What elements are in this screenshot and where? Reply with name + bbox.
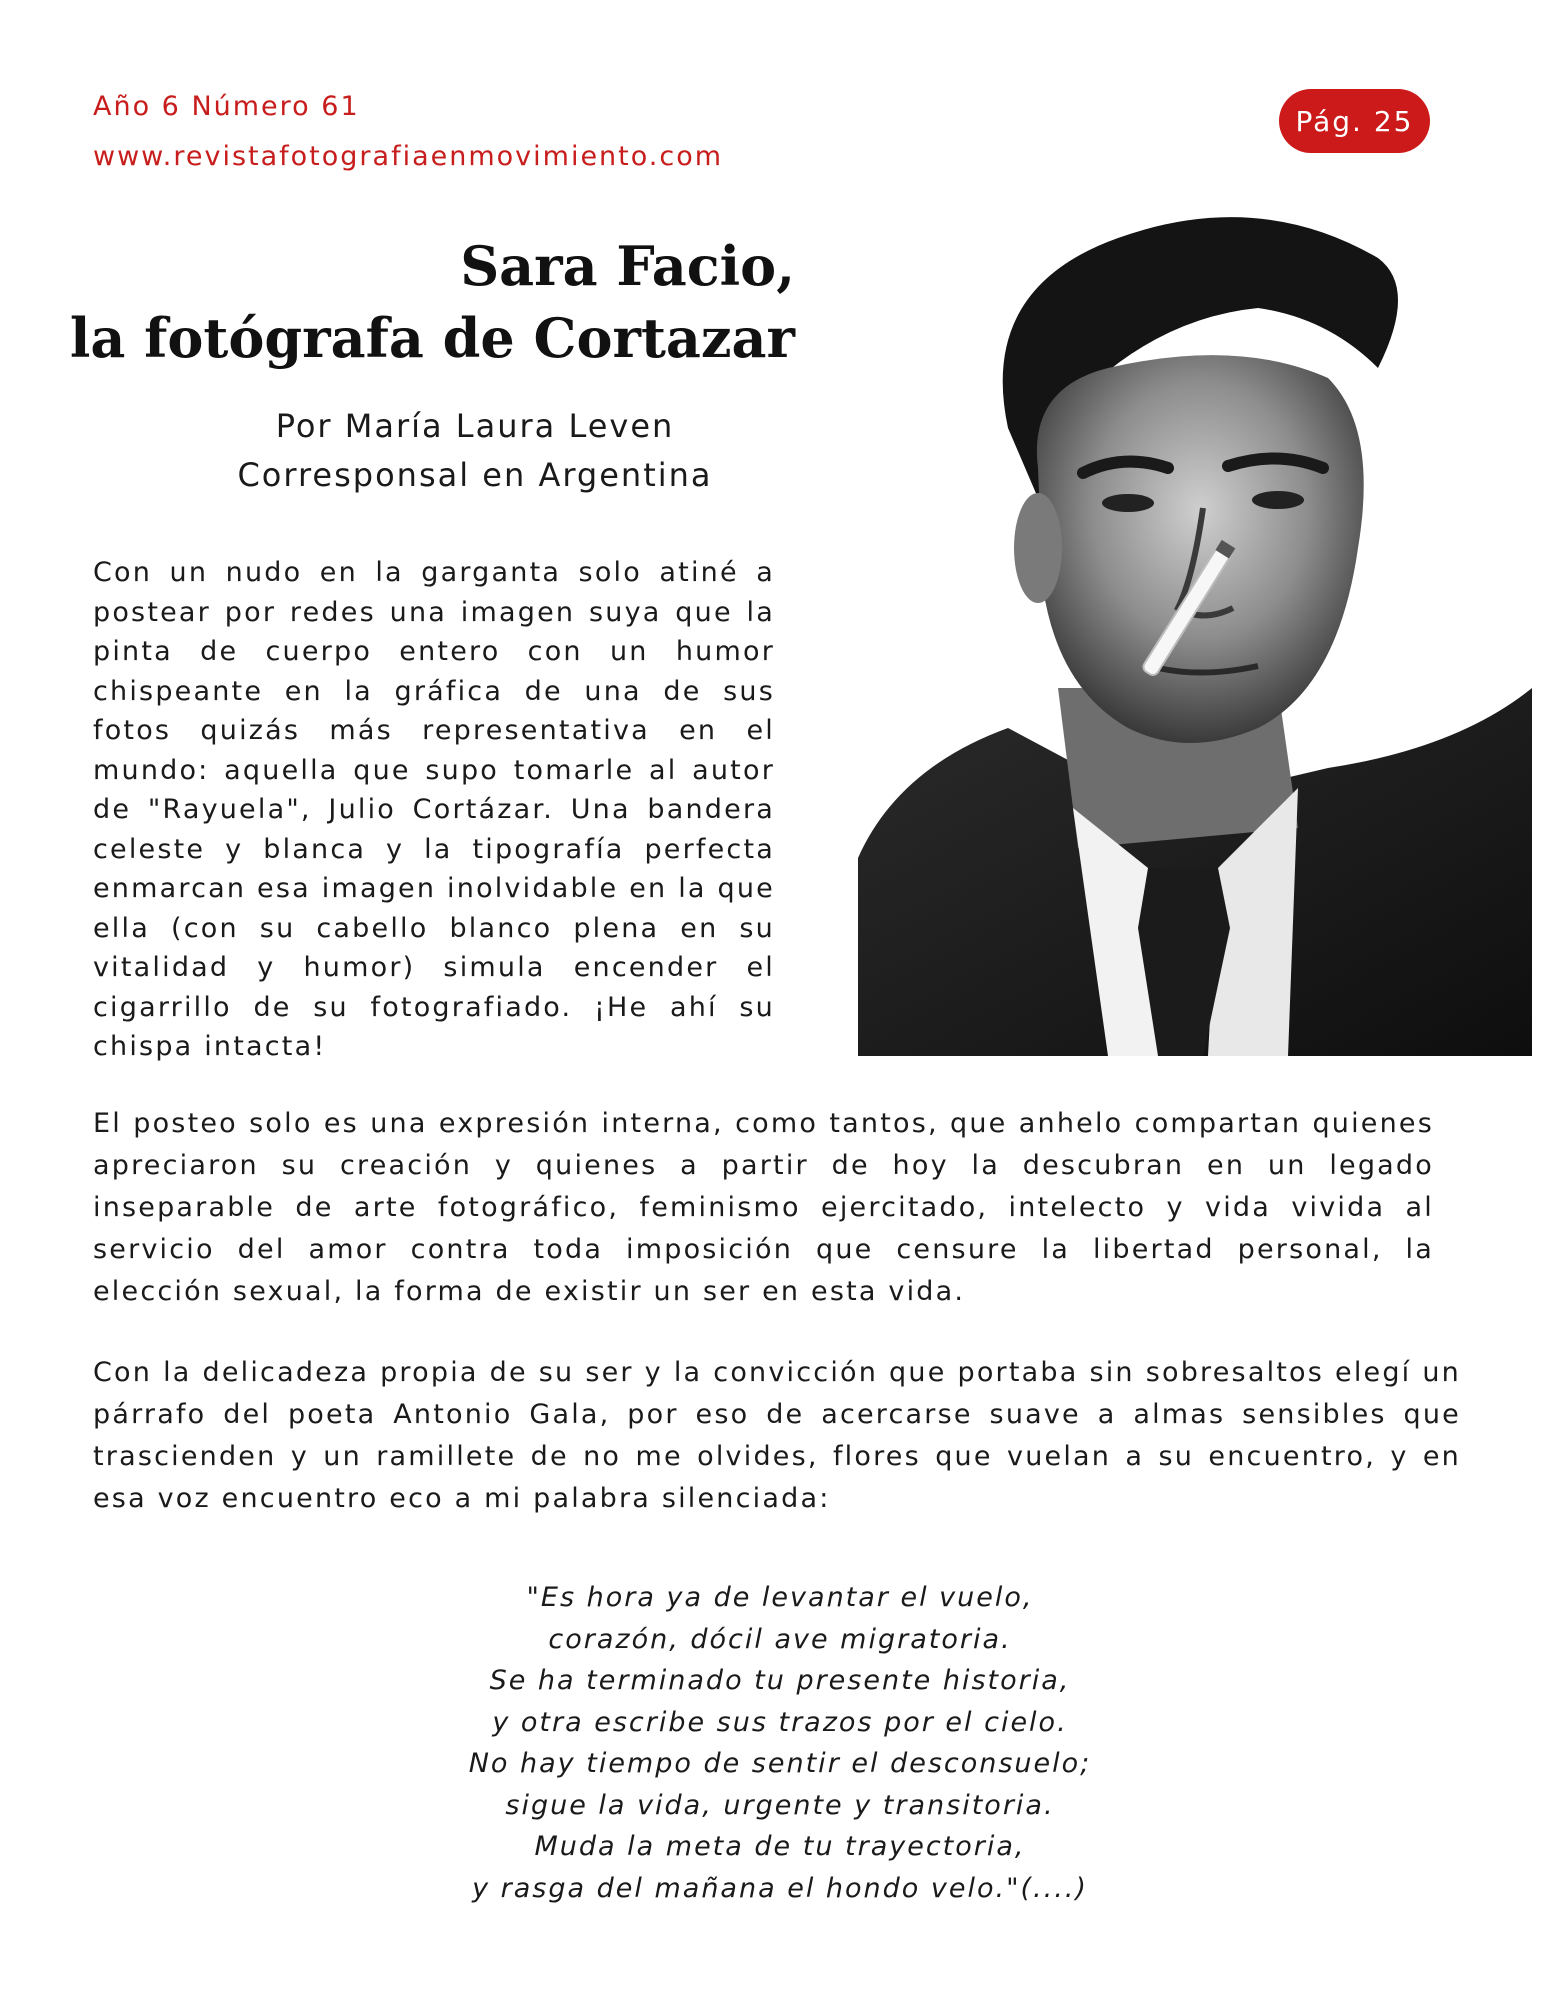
page-number-badge: Pág. 25 xyxy=(1279,89,1430,153)
poem-line: y otra escribe sus trazos por el cielo. xyxy=(492,1706,1068,1738)
body-paragraph-3: Con la delicadeza propia de su ser y la convicción que portaba sin sobresaltos elegí un párrafo del poeta Antonio Gala, por eso de acercarse suave a almas sensibles que trascienden y un ramillete de no me olvides, flores que vuelan a su encuentro, y en esa voz encuentro eco a mi palabra silenciada: xyxy=(93,1357,1461,1514)
poem-line: "Es hora ya de levantar el vuelo, xyxy=(526,1582,1034,1613)
byline-author: Por María Laura Leven xyxy=(275,407,675,445)
body-paragraph-1: Con un nudo en la garganta solo atiné a postear por redes una imagen suya que la pinta de cuerpo entero con un humor chispeante en la gráfica de una de sus fotos quizás más representativa en el mundo: aquella que supo tomarle al autor de "Rayuela", Julio Cortázar. Una bandera celeste y blanca y la tipografía perfecta enmarcan esa imagen inolvidable en la que ella (con su cabello blanco plena en su vitalidad y humor) simula encender el cigarrillo de su fotografiado. ¡He ahí su chispa intacta! xyxy=(93,557,775,1062)
website-url[interactable]: www.revistafotografiaenmovimiento.com xyxy=(93,141,724,172)
portrait-photo xyxy=(858,168,1532,1056)
poem-line: No hay tiempo de sentir el desconsuelo; xyxy=(468,1748,1092,1779)
poem-line: y rasga del mañana el hondo velo."(....) xyxy=(472,1872,1088,1904)
poem-line: Se ha terminado tu presente historia, xyxy=(489,1665,1071,1696)
masthead xyxy=(93,82,723,182)
byline xyxy=(175,402,775,500)
title-line-1: Sara Facio, xyxy=(460,234,795,298)
article-title xyxy=(40,230,795,374)
poem-quote xyxy=(360,1577,1200,1909)
poem-line: sigue la vida, urgente y transitoria. xyxy=(505,1789,1055,1821)
poem-line: Muda la meta de tu trayectoria, xyxy=(534,1831,1026,1862)
title-line-2: la fotógrafa de Cortazar xyxy=(69,306,795,370)
poem-line: corazón, dócil ave migratoria. xyxy=(548,1623,1012,1655)
issue-number: Año 6 Número 61 xyxy=(93,91,360,122)
byline-role: Corresponsal en Argentina xyxy=(237,456,713,494)
body-paragraph-2: El posteo solo es una expresión interna, como tantos, que anhelo compartan quienes apreciaron su creación y quienes a partir de hoy la descubran en un legado inseparable de arte fotográfico, feminismo ejercitado, intelecto y vida vivida al servicio del amor contra toda imposición que censure la libertad personal, la elección sexual, la forma de existir un ser en esta vida. xyxy=(93,1108,1434,1307)
